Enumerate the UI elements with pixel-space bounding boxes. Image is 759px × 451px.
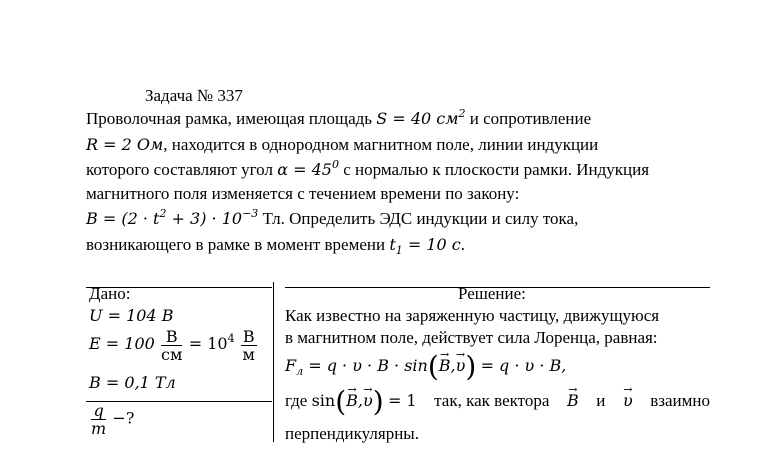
given-voltage: U = 104 В <box>89 306 174 325</box>
unit-fraction: $\frac{В}{см}$ <box>161 326 183 364</box>
problem-title: Задача № 337 <box>145 86 243 105</box>
lorentz-force-formula: $F_л = q \cdot \upsilon \cdot B \cdot \sin(\to B,\to \upsilon) = q \cdot \upsilon \cdot B$, <box>285 355 566 377</box>
problem-line-2 <box>86 134 598 156</box>
time-formula: $t_1 = 10$ с <box>389 235 461 257</box>
problem-line-5 <box>86 208 578 230</box>
given-header: Дано: <box>89 284 131 303</box>
given-induction: B = 0,1 Тл <box>89 373 176 392</box>
text: и сопротивление <box>469 109 592 128</box>
solution-line-4: где sin(→ B,→ υ) = 1 так, как вектора → B и → υ взаимно <box>285 390 710 412</box>
problem-line-4: магнитного поля изменяется с течением времени по закону: <box>86 184 520 203</box>
text: возникающего в рамке в момент времени <box>86 235 386 254</box>
solution-header: Решение: <box>458 284 526 303</box>
text: с нормалью к плоскости рамки. Индукция <box>343 160 650 179</box>
unit-fraction: $\frac{В}{м}$ <box>242 326 255 364</box>
area-formula: S = 40 $см^2$ <box>376 107 466 128</box>
problem-line-6: возникающего в рамке в момент времени $t_1 = 10$ с. <box>86 235 466 257</box>
text: Проволочная рамка, имеющая площадь <box>86 109 373 128</box>
problem-line-3 <box>86 159 649 181</box>
table-divider-vertical <box>273 282 274 442</box>
given-field-strength: E = 100 $\frac{В}{см}$ = $10^4$ $\frac{В}{м}$ <box>89 326 255 364</box>
problem-line-1 <box>86 108 591 130</box>
induction-formula: $B = (2 \cdot t^2 + 3) \cdot 10^{-3}$ <box>86 207 259 228</box>
vector-b: → B <box>567 390 579 412</box>
solution-line-1: Как известно на заряженную частицу, движущуюся <box>285 306 660 325</box>
text: , находится в однородном магнитном поле, линии индукции <box>163 135 599 154</box>
text: Тл. Определить ЭДС индукции и силу тока, <box>262 209 579 228</box>
charge-mass-fraction: $\frac{q}{m}$ <box>91 401 107 438</box>
solution-line-5: перпендикулярны. <box>285 424 419 443</box>
angle-formula: $\alpha = 45^0$ <box>277 158 339 179</box>
vector-v: → υ <box>623 390 633 412</box>
resistance-formula: R = 2 Ом <box>86 135 164 154</box>
solution-line-2: в магнитном поле, действует сила Лоренца, равная: <box>285 328 658 347</box>
given-find: $\frac{q}{m}$ −? <box>91 401 135 438</box>
text: которого составляют угол <box>86 160 273 179</box>
